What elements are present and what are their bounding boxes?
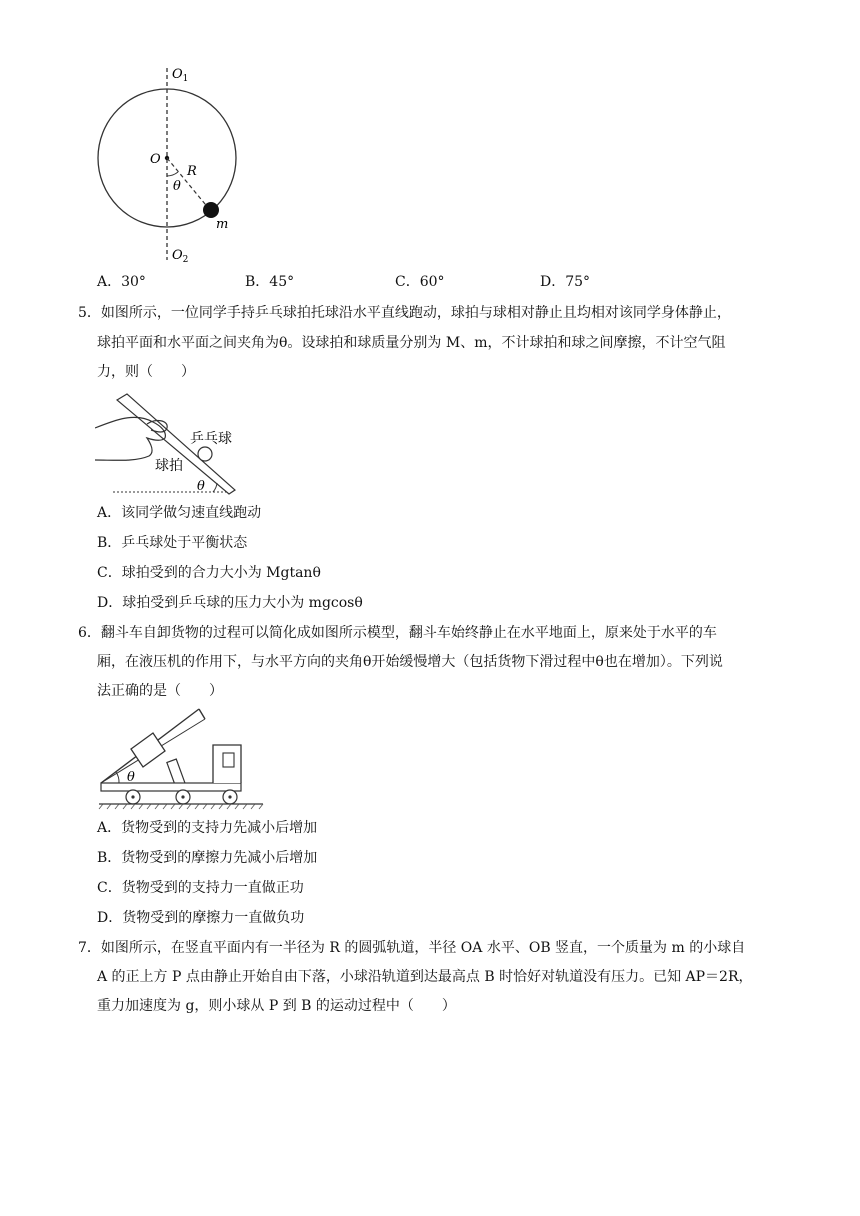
- angle-arc: [167, 172, 178, 176]
- q5-stem-line-3: 力，则（ ）: [97, 364, 195, 380]
- label-racket: 球拍: [155, 458, 183, 474]
- label-theta: θ: [197, 479, 205, 494]
- racket-figure: [95, 390, 250, 498]
- label-o2: $O_2$: [172, 248, 189, 265]
- q7-stem-line-2: A 的正上方 P 点由静止开始自由下落，小球沿轨道到达最高点 B 时恰好对轨道没有压力。已知 AP＝2R，: [97, 969, 753, 985]
- q6-option-a: A．货物受到的支持力先减小后增加: [97, 820, 318, 836]
- label-theta: θ: [173, 179, 181, 194]
- q5-option-a: A．该同学做匀速直线跑动: [97, 505, 262, 521]
- q6-option-c: C．货物受到的支持力一直做正功: [97, 880, 304, 896]
- label-m: m: [216, 217, 229, 232]
- truck-chassis: [101, 783, 241, 791]
- q5-stem-line-1: 5．如图所示，一位同学手持乒乓球拍托球沿水平直线跑动，球拍与球相对静止且均相对该同学身体静止，: [78, 305, 731, 321]
- label-r: R: [187, 164, 197, 179]
- q5-stem-line-2: 球拍平面和水平面之间夹角为θ。设球拍和球质量分别为 M、m，不计球拍和球之间摩擦，不计空气阻: [97, 335, 726, 351]
- q4-option-c: C．60°: [395, 274, 445, 290]
- q4-option-a: A．30°: [97, 274, 146, 290]
- q6-stem-line-2: 厢，在液压机的作用下，与水平方向的夹角θ开始缓慢增大（包括货物下滑过程中θ也在增加）。下列说: [97, 654, 723, 670]
- q7-stem-line-3: 重力加速度为 g，则小球从 P 到 B 的运动过程中（ ）: [97, 998, 456, 1014]
- q4-option-d: D．75°: [540, 274, 591, 290]
- q4-option-b: B．45°: [245, 274, 295, 290]
- q7-stem-line-1: 7．如图所示，在竖直平面内有一半径为 R 的圆弧轨道，半径 OA 水平、OB 竖直，一个质量为 m 的小球自: [78, 940, 746, 956]
- label-o1: $O_1$: [172, 67, 189, 84]
- q6-stem-line-3: 法正确的是（ ）: [97, 683, 223, 699]
- truck-bed-edge: [199, 709, 205, 719]
- q6-option-d: D．货物受到的摩擦力一直做负功: [97, 910, 305, 926]
- ball-m: [203, 202, 219, 218]
- q5-option-c: C．球拍受到的合力大小为 Mgtanθ: [97, 565, 321, 581]
- q5-option-d: D．球拍受到乒乓球的压力大小为 mgcosθ: [97, 595, 363, 611]
- circle-figure: [90, 60, 250, 272]
- ping-pong-ball: [198, 447, 212, 461]
- label-o: O: [150, 152, 161, 167]
- theta-arc: [213, 483, 217, 492]
- q5-option-b: B．乒乓球处于平衡状态: [97, 535, 248, 551]
- dump-truck-figure: [95, 705, 265, 810]
- cab-window: [223, 753, 234, 767]
- q6-stem-line-1: 6．翻斗车自卸货物的过程可以简化成如图所示模型，翻斗车始终静止在水平地面上，原来处于水平的车: [78, 625, 717, 641]
- label-ping-pong-ball: 乒乓球: [190, 431, 232, 447]
- q6-option-b: B．货物受到的摩擦力先减小后增加: [97, 850, 318, 866]
- theta-arc: [116, 772, 119, 783]
- label-theta: θ: [127, 770, 135, 785]
